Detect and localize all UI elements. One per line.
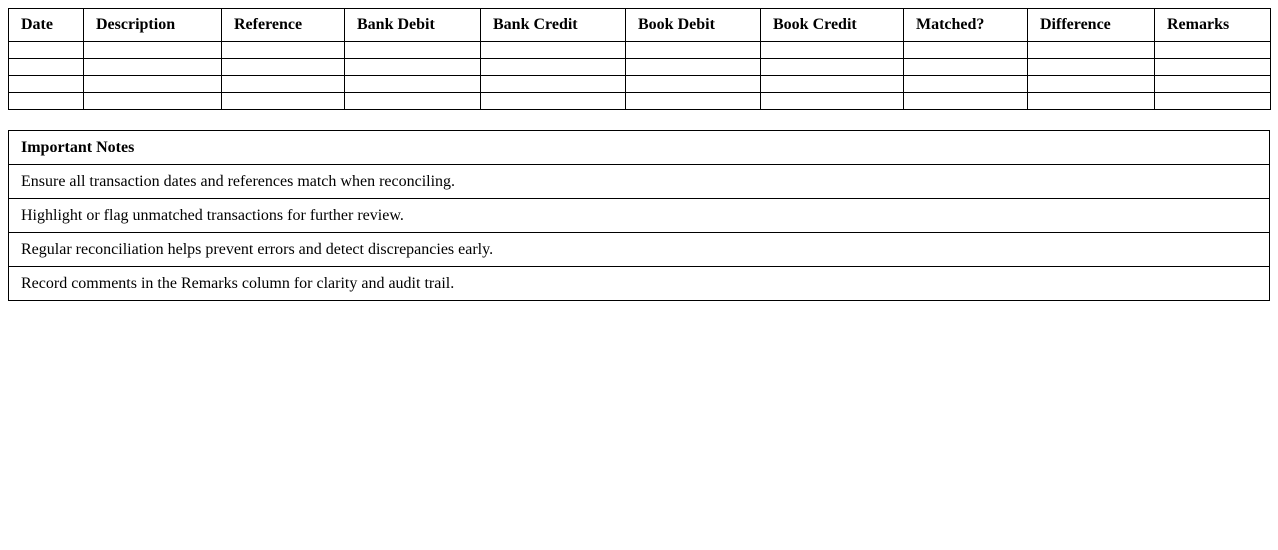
table-cell[interactable] xyxy=(481,42,626,59)
table-cell[interactable] xyxy=(626,42,761,59)
table-cell[interactable] xyxy=(904,76,1028,93)
table-row xyxy=(9,42,1271,59)
table-cell[interactable] xyxy=(761,76,904,93)
note-text: Regular reconciliation helps prevent errors and detect discrepancies early. xyxy=(9,233,1270,267)
table-cell[interactable] xyxy=(904,42,1028,59)
header-bank-credit: Bank Credit xyxy=(481,9,626,42)
table-cell[interactable] xyxy=(1028,93,1155,110)
table-cell[interactable] xyxy=(222,76,345,93)
notes-header-row xyxy=(9,131,1270,165)
header-book-credit: Book Credit xyxy=(761,9,904,42)
table-cell[interactable] xyxy=(84,59,222,76)
table-cell[interactable] xyxy=(1155,93,1271,110)
header-bank-debit: Bank Debit xyxy=(345,9,481,42)
important-notes-table xyxy=(8,130,1270,301)
table-cell[interactable] xyxy=(761,93,904,110)
table-cell[interactable] xyxy=(1155,42,1271,59)
header-remarks: Remarks xyxy=(1155,9,1271,42)
table-cell[interactable] xyxy=(9,76,84,93)
notes-title: Important Notes xyxy=(9,131,1270,165)
header-description: Description xyxy=(84,9,222,42)
table-row xyxy=(9,76,1271,93)
table-cell[interactable] xyxy=(626,93,761,110)
table-cell[interactable] xyxy=(1155,59,1271,76)
header-matched: Matched? xyxy=(904,9,1028,42)
table-cell[interactable] xyxy=(84,93,222,110)
list-item xyxy=(9,233,1270,267)
table-cell[interactable] xyxy=(1028,59,1155,76)
reconciliation-table xyxy=(8,8,1271,110)
table-cell[interactable] xyxy=(84,42,222,59)
list-item xyxy=(9,199,1270,233)
table-cell[interactable] xyxy=(84,76,222,93)
table-cell[interactable] xyxy=(345,59,481,76)
note-text: Record comments in the Remarks column for clarity and audit trail. xyxy=(9,267,1270,301)
table-cell[interactable] xyxy=(9,93,84,110)
table-cell[interactable] xyxy=(481,59,626,76)
table-cell[interactable] xyxy=(345,93,481,110)
table-cell[interactable] xyxy=(1028,76,1155,93)
table-row xyxy=(9,93,1271,110)
header-date: Date xyxy=(9,9,84,42)
table-cell[interactable] xyxy=(904,59,1028,76)
header-reference: Reference xyxy=(222,9,345,42)
note-text: Highlight or flag unmatched transactions for further review. xyxy=(9,199,1270,233)
table-cell[interactable] xyxy=(761,42,904,59)
table-cell[interactable] xyxy=(481,93,626,110)
table-cell[interactable] xyxy=(626,59,761,76)
table-cell[interactable] xyxy=(9,42,84,59)
table-cell[interactable] xyxy=(1028,42,1155,59)
table-cell[interactable] xyxy=(626,76,761,93)
table-header-row xyxy=(9,9,1271,42)
table-cell[interactable] xyxy=(761,59,904,76)
table-cell[interactable] xyxy=(9,59,84,76)
list-item xyxy=(9,267,1270,301)
table-cell[interactable] xyxy=(1155,76,1271,93)
header-difference: Difference xyxy=(1028,9,1155,42)
header-book-debit: Book Debit xyxy=(626,9,761,42)
table-cell[interactable] xyxy=(481,76,626,93)
table-row xyxy=(9,59,1271,76)
table-cell[interactable] xyxy=(345,42,481,59)
note-text: Ensure all transaction dates and references match when reconciling. xyxy=(9,165,1270,199)
table-cell[interactable] xyxy=(345,76,481,93)
table-cell[interactable] xyxy=(904,93,1028,110)
table-cell[interactable] xyxy=(222,93,345,110)
table-cell[interactable] xyxy=(222,59,345,76)
list-item xyxy=(9,165,1270,199)
table-cell[interactable] xyxy=(222,42,345,59)
